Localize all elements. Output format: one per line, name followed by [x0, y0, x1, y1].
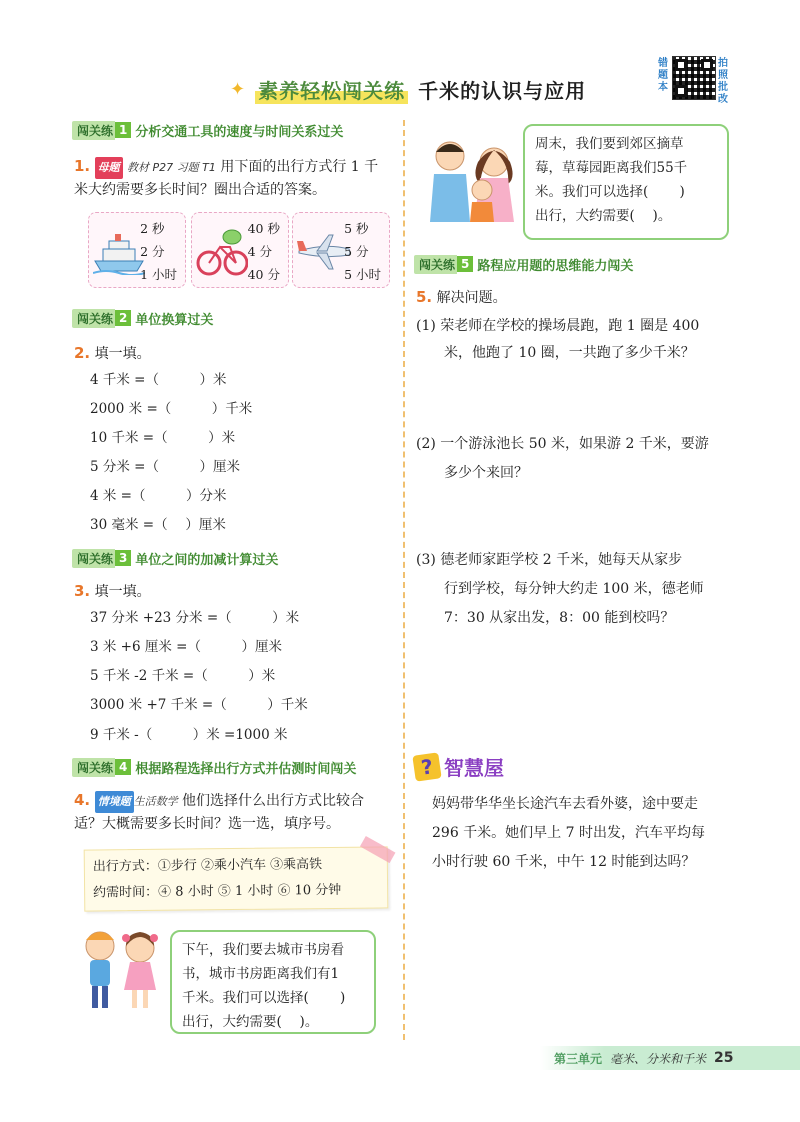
column-divider	[403, 120, 405, 1040]
question-text: 填一填。	[94, 346, 151, 362]
wisdom-house-title: 智慧屋	[444, 756, 504, 780]
problem-line: 多少个来回？	[444, 465, 528, 481]
problem-line: 米，他跑了 10 圈，一共跑了多少千米？	[444, 345, 695, 361]
problem-line: 妈妈带华华坐长途汽车去看外婆，途中要走	[432, 796, 698, 812]
section-tag: 闯关练	[72, 758, 115, 777]
wisdom-problem	[432, 790, 762, 877]
question-2-title	[74, 342, 151, 365]
option[interactable]: 5 分	[344, 244, 369, 259]
bubble-line: 莓，草莓园距离我们55千	[535, 160, 688, 176]
bicycle-icon	[196, 225, 248, 277]
mother-question-badge: 母题	[95, 157, 123, 179]
problem-line: (1) 荣老师在学校的操场晨跑，跑 1 圈是 400	[416, 318, 700, 334]
children-illustration-icon	[74, 924, 170, 1016]
speech-bubble-left	[170, 930, 376, 1034]
problem-2	[416, 430, 746, 488]
option[interactable]: 1 小时	[140, 267, 177, 282]
option-card-airplane	[292, 212, 390, 288]
question-number: 3.	[74, 582, 91, 600]
qr-label-right: 拍照批改	[718, 58, 728, 105]
question-number: 2.	[74, 344, 91, 362]
section-title: 根据路程选择出行方式并估测时间闯关	[135, 761, 357, 777]
option[interactable]: 40 分	[247, 267, 280, 282]
question-text: 米大约需要多长时间？圈出合适的答案。	[74, 182, 326, 198]
question-3-title	[74, 580, 151, 603]
section-3-header	[72, 548, 278, 568]
section-num: 4	[115, 759, 131, 775]
page-footer	[540, 1046, 800, 1070]
fill-blank-item[interactable]: 37 分米 +23 分米 =（ ）米	[90, 610, 300, 626]
question-number: 5.	[416, 288, 433, 306]
bubble-line[interactable]: 出行，大约需要( )。	[182, 1014, 319, 1030]
question-text: 用下面的出行方式行 1 千	[220, 159, 379, 175]
option[interactable]: 2 分	[140, 244, 165, 259]
question-text: 适？大概需要多长时间？选一选，填序号。	[74, 816, 340, 832]
section-num: 3	[115, 550, 131, 566]
section-num: 1	[115, 122, 131, 138]
option[interactable]: 5 小时	[344, 267, 381, 282]
section-tag: 闯关练	[414, 255, 457, 274]
problem-line: 行到学校，每分钟大约走 100 米，德老师	[444, 581, 704, 597]
bubble-line: 书，城市书房距离我们有1	[182, 966, 340, 982]
page-subtitle: 千米的认识与应用	[418, 78, 587, 103]
footer-unit: 第三单元	[554, 1051, 603, 1066]
speech-bubble-right	[523, 124, 729, 240]
footer-title: 毫米、分米和千米	[610, 1051, 707, 1066]
option[interactable]: 4 分	[247, 244, 273, 259]
fill-blank-item[interactable]: 10 千米 =（ ）米	[90, 430, 236, 446]
qr-code-icon[interactable]	[672, 56, 716, 100]
bubble-line: 周末，我们要到郊区摘草	[535, 136, 684, 152]
section-tag: 闯关练	[72, 309, 115, 328]
section-4-header	[72, 757, 356, 777]
question-text: 解决问题。	[436, 290, 507, 306]
choice-list-note	[84, 846, 389, 911]
travel-modes: 出行方式：①步行 ②乘小汽车 ③乘高铁	[92, 857, 323, 875]
section-title: 分析交通工具的速度与时间关系过关	[135, 124, 344, 140]
section-title: 路程应用题的思维能力闯关	[477, 258, 634, 274]
section-2-header	[72, 308, 213, 328]
section-5-header	[414, 254, 633, 274]
section-1-header	[72, 120, 343, 140]
qr-label-left: 错题本	[658, 58, 668, 93]
scenario-badge-sub: 生活数学	[133, 795, 178, 808]
option-card-ship	[88, 212, 186, 288]
section-title: 单位换算过关	[135, 312, 214, 328]
question-1	[74, 155, 394, 201]
problem-line: 296 千米。她们早上 7 时出发，汽车平均每	[432, 825, 705, 841]
option[interactable]: 40 秒	[247, 221, 280, 236]
question-mark-icon: ?	[412, 752, 441, 781]
problem-3	[416, 546, 746, 633]
page-number: 25	[714, 1050, 734, 1066]
section-title: 单位之间的加减计算过关	[135, 552, 279, 568]
section-tag: 闯关练	[72, 121, 115, 140]
page-header	[230, 72, 590, 106]
fill-blank-item[interactable]: 30 毫米 =（ ）厘米	[90, 517, 226, 533]
option[interactable]: 2 秒	[140, 221, 165, 236]
fill-blank-item[interactable]: 2000 米 =（ ）千米	[90, 401, 253, 417]
ship-icon	[93, 231, 145, 275]
option[interactable]: 5 秒	[344, 221, 369, 236]
fill-blank-item[interactable]: 3000 米 +7 千米 =（ ）千米	[90, 697, 308, 713]
section-num: 5	[457, 256, 473, 272]
problem-line: (3) 德老师家距学校 2 千米，她每天从家步	[416, 552, 683, 568]
bubble-line[interactable]: 米。我们可以选择( )	[535, 184, 685, 200]
family-illustration-icon	[424, 134, 524, 222]
problem-1	[416, 313, 746, 367]
fill-blank-item[interactable]: 9 千米 -（ ）米 =1000 米	[90, 727, 288, 743]
travel-times: 约需时间：④ 8 小时 ⑤ 1 小时 ⑥ 10 分钟	[93, 882, 342, 901]
option-card-bicycle	[191, 212, 289, 288]
problem-line: 小时行驶 60 千米，中午 12 时能到达吗？	[432, 854, 696, 870]
page-title: 素养轻松闯关练	[255, 75, 408, 104]
textbook-reference: 教材 P27 习题 T1	[127, 161, 216, 174]
wisdom-house-header	[414, 752, 504, 781]
question-number: 4.	[74, 791, 91, 809]
fill-blank-item[interactable]: 3 米 +6 厘米 =（ ）厘米	[90, 639, 282, 655]
question-5-title	[416, 286, 507, 309]
question-text: 填一填。	[94, 584, 151, 600]
problem-line: (2) 一个游泳池长 50 米，如果游 2 千米，要游	[416, 436, 709, 452]
sparkle-icon: ✦	[230, 78, 246, 100]
bubble-line: 下午，我们要去城市书房看	[182, 942, 344, 958]
question-text: 他们选择什么出行方式比较合	[182, 793, 365, 809]
problem-line: 7：30 从家出发，8：00 能到校吗？	[444, 610, 675, 626]
fill-blank-item[interactable]: 4 米 =（ ）分米	[90, 488, 227, 504]
section-tag: 闯关练	[72, 549, 115, 568]
question-4	[74, 789, 398, 835]
scenario-badge: 情境题	[95, 791, 134, 813]
fill-blank-item[interactable]: 5 分米 =（ ）厘米	[90, 459, 240, 475]
fill-blank-item[interactable]: 4 千米 =（ ）米	[90, 372, 227, 388]
question-number: 1.	[74, 157, 91, 175]
bubble-line[interactable]: 千米。我们可以选择( )	[182, 990, 346, 1006]
bubble-line[interactable]: 出行，大约需要( )。	[535, 208, 672, 224]
fill-blank-item[interactable]: 5 千米 -2 千米 =（ ）米	[90, 668, 276, 684]
section-num: 2	[115, 310, 131, 326]
